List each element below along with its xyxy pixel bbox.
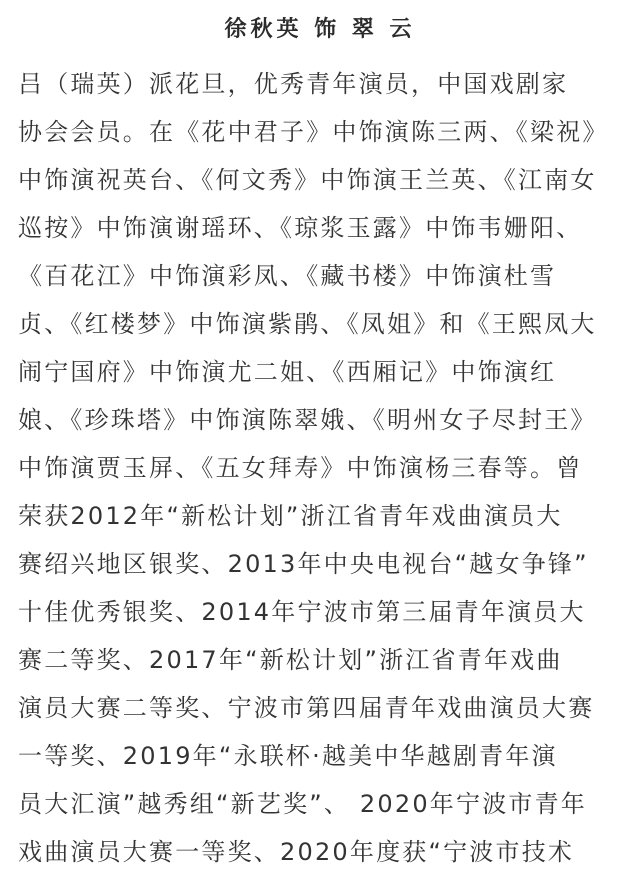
body-line: 中饰演贾玉屏、《五女拜寿》中饰演杨三春等。曾 xyxy=(18,454,583,482)
body-line: 一等奖、2019年“永联杯·越美中华越剧青年演 xyxy=(18,742,558,770)
body-line: 荣获2012年“新松计划”浙江省青年戏曲演员大 xyxy=(18,502,563,530)
body-line: 《百花江》中饰演彩凤、《藏书楼》中饰演杜雪 xyxy=(18,262,557,290)
body-line: 中饰演祝英台、《何文秀》中饰演王兰英、《江南女 xyxy=(18,166,597,194)
body-line: 协会会员。在《花中君子》中饰演陈三两、《梁祝》 xyxy=(18,118,609,146)
body-line: 吕（瑞英）派花旦，优秀青年演员，中国戏剧家 xyxy=(18,70,569,98)
body-line: 贞、《红楼梦》中饰演紫鹃、《凤姐》和《王熙凤大 xyxy=(18,310,597,338)
body-line: 娘、《珍珠塔》中饰演陈翠娥、《明州女子尽封王》 xyxy=(18,406,597,434)
article-title: 徐秋英 饰 翠 云 xyxy=(224,17,416,42)
body-line: 闹宁国府》中饰演尤二姐、《西厢记》中饰演红 xyxy=(18,358,557,386)
body-line: 员大汇演”越秀组“新艺奖”、 2020年宁波市青年 xyxy=(18,790,588,818)
body-line: 十佳优秀银奖、2014年宁波市第三届青年演员大 xyxy=(18,598,586,626)
body-line: 演员大赛二等奖、宁波市第四届青年戏曲演员大赛 xyxy=(18,694,595,722)
body-line: 巡按》中饰演谢瑶环、《琼浆玉露》中饰韦姗阳、 xyxy=(18,214,583,242)
article-body xyxy=(18,60,630,876)
body-line: 赛二等奖、2017年“新松计划”浙江省青年戏曲 xyxy=(18,646,563,674)
body-line: 戏曲演员大赛一等奖、2020年度获“宁波市技术 xyxy=(18,838,575,866)
body-line: 赛绍兴地区银奖、2013年中央电视台“越女争锋” xyxy=(18,550,589,578)
